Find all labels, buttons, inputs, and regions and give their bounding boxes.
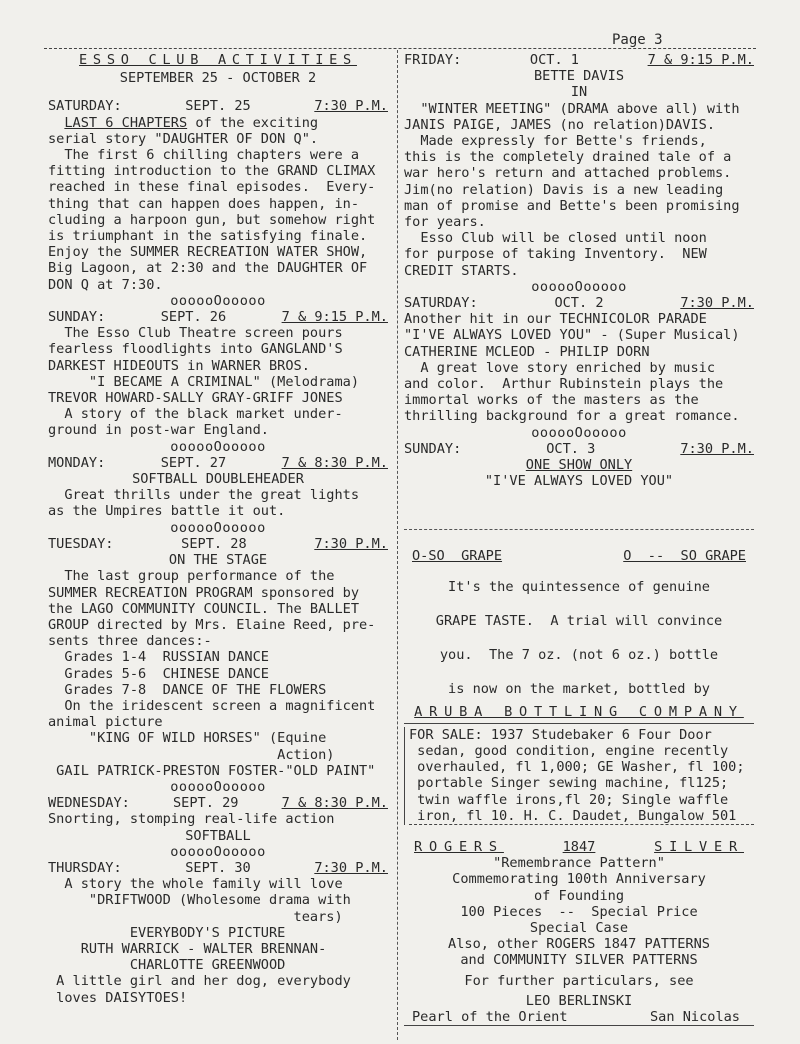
text-line: Commemorating 100th Anniversary <box>452 871 706 888</box>
text-line: is now on the market, bottled by <box>448 681 710 698</box>
text-line: RUTH WARRICK - WALTER BRENNAN- <box>48 940 327 957</box>
event-day: SATURDAY: <box>48 98 122 115</box>
event-date: SEPT. 27 <box>160 454 227 471</box>
dealer-name: LEO BERLINSKI <box>525 992 633 1009</box>
text-line: this is the completely drained tale of a <box>404 149 732 166</box>
event-date: SEPT. 26 <box>160 309 227 326</box>
text-line: loves DAISYTOES! <box>48 989 188 1006</box>
text-line: for purpose of taking Inventory. NEW <box>404 246 707 263</box>
text-line: twin waffle irons,fl 20; Single waffle <box>409 791 729 808</box>
text-line: Jim(no relation) Davis is a new leading <box>404 181 724 198</box>
text-line: Big Lagoon, at 2:30 and the DAUGHTER OF <box>48 260 368 277</box>
text-line: as the Umpires battle it out. <box>48 503 286 520</box>
text-line: for years. <box>404 214 486 231</box>
text-line: and color. Arthur Rubinstein plays the <box>404 376 724 393</box>
text-line: of Founding <box>533 887 625 904</box>
text-line: reached in these final episodes. Every- <box>48 179 376 196</box>
event-date: OCT. 1 <box>529 52 579 68</box>
event-date: OCT. 3 <box>546 440 596 457</box>
column-divider <box>397 50 398 1040</box>
text-line: sents three dances:- <box>48 633 212 650</box>
text-line: fearless floodlights into GANGLAND'S <box>48 341 343 358</box>
event-date: SEPT. 30 <box>185 859 251 876</box>
separator: oooooOooooo <box>170 519 266 536</box>
event-subtitle: SOFTBALL <box>185 827 251 844</box>
text-line: Enjoy the SUMMER RECREATION WATER SHOW, <box>48 244 368 261</box>
text-line: tears) <box>48 908 343 925</box>
event-day: WEDNESDAY: <box>48 795 130 812</box>
rogers-year: 1847 <box>562 838 596 855</box>
text-line: Another hit in our TECHNICOLOR PARADE <box>404 311 707 328</box>
text-line: and COMMUNITY SILVER PATTERNS <box>460 952 698 969</box>
event-note: ONE SHOW ONLY <box>525 457 633 474</box>
section-divider <box>404 529 754 530</box>
event-date: SEPT. 28 <box>181 535 247 552</box>
text-line: A little girl and her dog, everybody <box>48 973 351 990</box>
text-line: SUMMER RECREATION PROGRAM sponsored by <box>48 584 359 601</box>
text-line: portable Singer sewing machine, fl125; <box>409 775 729 792</box>
text-line: "DRIFTWOOD (Wholesome drama with <box>48 892 351 909</box>
text-line: "I BECAME A CRIMINAL" (Melodrama) <box>48 373 359 390</box>
store-name: Pearl of the Orient <box>412 1008 568 1025</box>
event-time: 7 & 8:30 P.M. <box>281 454 388 471</box>
event-time: 7:30 P.M. <box>680 440 754 457</box>
text-line: Snorting, stomping real-life action <box>48 811 335 828</box>
text-line: "I'VE ALWAYS LOVED YOU" - (Super Musical) <box>404 327 740 344</box>
text-line: serial story "DAUGHTER OF DON Q". <box>48 130 319 147</box>
separator: oooooOooooo <box>170 292 266 309</box>
grape-slogan-right: O -- SO GRAPE <box>623 548 746 565</box>
event-time: 7:30 P.M. <box>314 859 388 876</box>
text-line: animal picture <box>48 714 163 731</box>
text-line: DARKEST HIDEOUTS in WARNER BROS. <box>48 357 310 374</box>
event-header-sunday-oct <box>404 441 754 457</box>
right-column <box>404 52 754 1026</box>
text-line: man of promise and Bette's been promising <box>404 197 740 214</box>
rogers-word: ROGERS <box>414 838 504 855</box>
text-line: For further particulars, see <box>464 972 694 989</box>
text-line: The first 6 chilling chapters were a <box>48 147 359 164</box>
text-line: DON Q at 7:30. <box>48 276 163 293</box>
text-line: The Esso Club Theatre screen pours <box>48 325 343 342</box>
text-line: fitting introduction to the GRAND CLIMAX <box>48 163 376 180</box>
event-day: SUNDAY: <box>404 440 462 457</box>
separator: oooooOooooo <box>170 843 266 860</box>
event-time: 7:30 P.M. <box>314 98 388 115</box>
text-line: It's the quintessence of genuine <box>448 578 710 595</box>
event-header-saturday <box>48 98 388 114</box>
text-line: overhauled, fl 1,000; GE Washer, fl 100; <box>409 759 745 776</box>
event-time: 7 & 8:30 P.M. <box>281 795 388 812</box>
text-line: A great love story enriched by music <box>404 359 715 376</box>
store-town: San Nicolas <box>649 1008 740 1025</box>
rogers-heading <box>404 839 754 855</box>
dealer-location <box>404 1009 754 1026</box>
event-time: 7 & 9:15 P.M. <box>281 309 388 326</box>
text-line: A story of the black market under- <box>48 406 343 423</box>
event-subtitle: BETTE DAVIS <box>533 68 625 85</box>
separator: oooooOooooo <box>170 778 266 795</box>
text-line: GROUP directed by Mrs. Elaine Reed, pre- <box>48 616 376 633</box>
text-line: Esso Club will be closed until noon <box>404 230 707 247</box>
text-line: Also, other ROGERS 1847 PATTERNS <box>448 936 710 953</box>
event-subtitle: IN <box>570 84 588 101</box>
separator: oooooOooooo <box>531 424 627 441</box>
text-line: the LAGO COMMUNITY COUNCIL. The BALLET <box>48 600 359 617</box>
grape-ad-body <box>404 579 754 698</box>
text-line: GAIL PATRICK-PRESTON FOSTER-"OLD PAINT" <box>48 762 376 779</box>
event-header-thursday <box>48 860 388 876</box>
text-line: iron, fl 10. H. C. Daudet, Bungalow 501 <box>409 808 754 825</box>
text-line: TREVOR HOWARD-SALLY GRAY-GRIFF JONES <box>48 390 343 407</box>
event-header-monday <box>48 455 388 471</box>
event-title: "I'VE ALWAYS LOVED YOU" <box>484 473 674 490</box>
text-line: JANIS PAIGE, JAMES (no relation)DAVIS. <box>404 116 715 133</box>
text-line: On the iridescent screen a magnificent <box>48 697 376 714</box>
event-date: OCT. 2 <box>554 295 604 312</box>
page-number: Page 3 <box>612 32 663 48</box>
text-line: thrilling background for a great romance. <box>404 408 740 425</box>
text-line: sedan, good condition, engine recently <box>409 742 729 759</box>
event-day: MONDAY: <box>48 454 106 471</box>
event-subtitle: SOFTBALL DOUBLEHEADER <box>132 471 304 488</box>
event-day: SATURDAY: <box>404 295 478 312</box>
event-time: 7 & 9:15 P.M. <box>647 52 754 68</box>
event-header-tuesday <box>48 536 388 552</box>
separator: oooooOooooo <box>170 438 266 455</box>
text-line: is triumphant in the satisfying finale. <box>48 228 368 245</box>
text-line: war hero's return and attached problems. <box>404 165 732 182</box>
text-line: A story the whole family will love <box>48 876 343 893</box>
date-range: SEPTEMBER 25 - OCTOBER 2 <box>119 70 317 87</box>
text-line: thing that can happen does happen, in- <box>48 195 359 212</box>
event-day: SUNDAY: <box>48 309 106 326</box>
bottling-company: ARUBA BOTTLING COMPANY <box>414 703 744 720</box>
text-line: Special Case <box>529 919 629 936</box>
event-day: TUESDAY: <box>48 535 114 552</box>
text-line: Great thrills under the great lights <box>48 487 359 504</box>
separator: oooooOooooo <box>531 278 627 295</box>
text-line: 100 Pieces -- Special Price <box>460 903 698 920</box>
text-line: "Remembrance Pattern" <box>493 855 665 872</box>
event-date: SEPT. 25 <box>185 98 251 115</box>
text-line: EVERYBODY'S PICTURE <box>48 924 286 941</box>
top-divider <box>44 48 756 49</box>
event-time: 7:30 P.M. <box>680 295 754 312</box>
rogers-silver: SILVER <box>654 838 744 855</box>
event-header-wednesday <box>48 795 388 811</box>
text-line: The last group performance of the <box>48 568 335 585</box>
section-divider <box>404 723 754 724</box>
text-line: Grades 1-4 RUSSIAN DANCE <box>48 649 269 666</box>
text-line: Grades 5-6 CHINESE DANCE <box>48 665 269 682</box>
left-column <box>48 52 388 1006</box>
event-date: SEPT. 29 <box>172 795 239 812</box>
event-header-sunday <box>48 309 388 325</box>
event-header-saturday-oct <box>404 295 754 311</box>
for-sale-ad <box>404 727 754 825</box>
text-line: "KING OF WILD HORSES" (Equine <box>48 730 327 747</box>
text-line: CHARLOTTE GREENWOOD <box>48 957 286 974</box>
event-time: 7:30 P.M. <box>314 535 388 552</box>
event-lead: LAST 6 CHAPTERS of the exciting <box>64 114 319 131</box>
text-line: "WINTER MEETING" (DRAMA above all) with <box>404 100 740 117</box>
text-line: CREDIT STARTS. <box>404 262 519 279</box>
text-line: Made expressly for Bette's friends, <box>404 133 707 150</box>
text-line: GRAPE TASTE. A trial will convince <box>435 612 723 629</box>
text-line: FOR SALE: 1937 Studebaker 6 Four Door <box>409 726 712 743</box>
text-line: CATHERINE MCLEOD - PHILIP DORN <box>404 343 650 360</box>
grape-slogan-left: O-SO GRAPE <box>412 548 503 565</box>
text-line: immortal works of the masters as the <box>404 392 699 409</box>
text-line: you. The 7 oz. (not 6 oz.) bottle <box>439 647 719 664</box>
club-masthead: ESSO CLUB ACTIVITIES <box>79 52 357 68</box>
text-line: Grades 7-8 DANCE OF THE FLOWERS <box>48 681 327 698</box>
event-day: THURSDAY: <box>48 859 122 876</box>
event-subtitle: ON THE STAGE <box>168 552 268 569</box>
text-line: Action) <box>48 746 335 763</box>
grape-ad-header <box>412 548 746 564</box>
event-header-friday <box>404 52 754 68</box>
text-line: ground in post-war England. <box>48 422 269 439</box>
event-day: FRIDAY: <box>404 52 462 68</box>
text-line: cluding a harpoon gun, but somehow right <box>48 211 376 228</box>
